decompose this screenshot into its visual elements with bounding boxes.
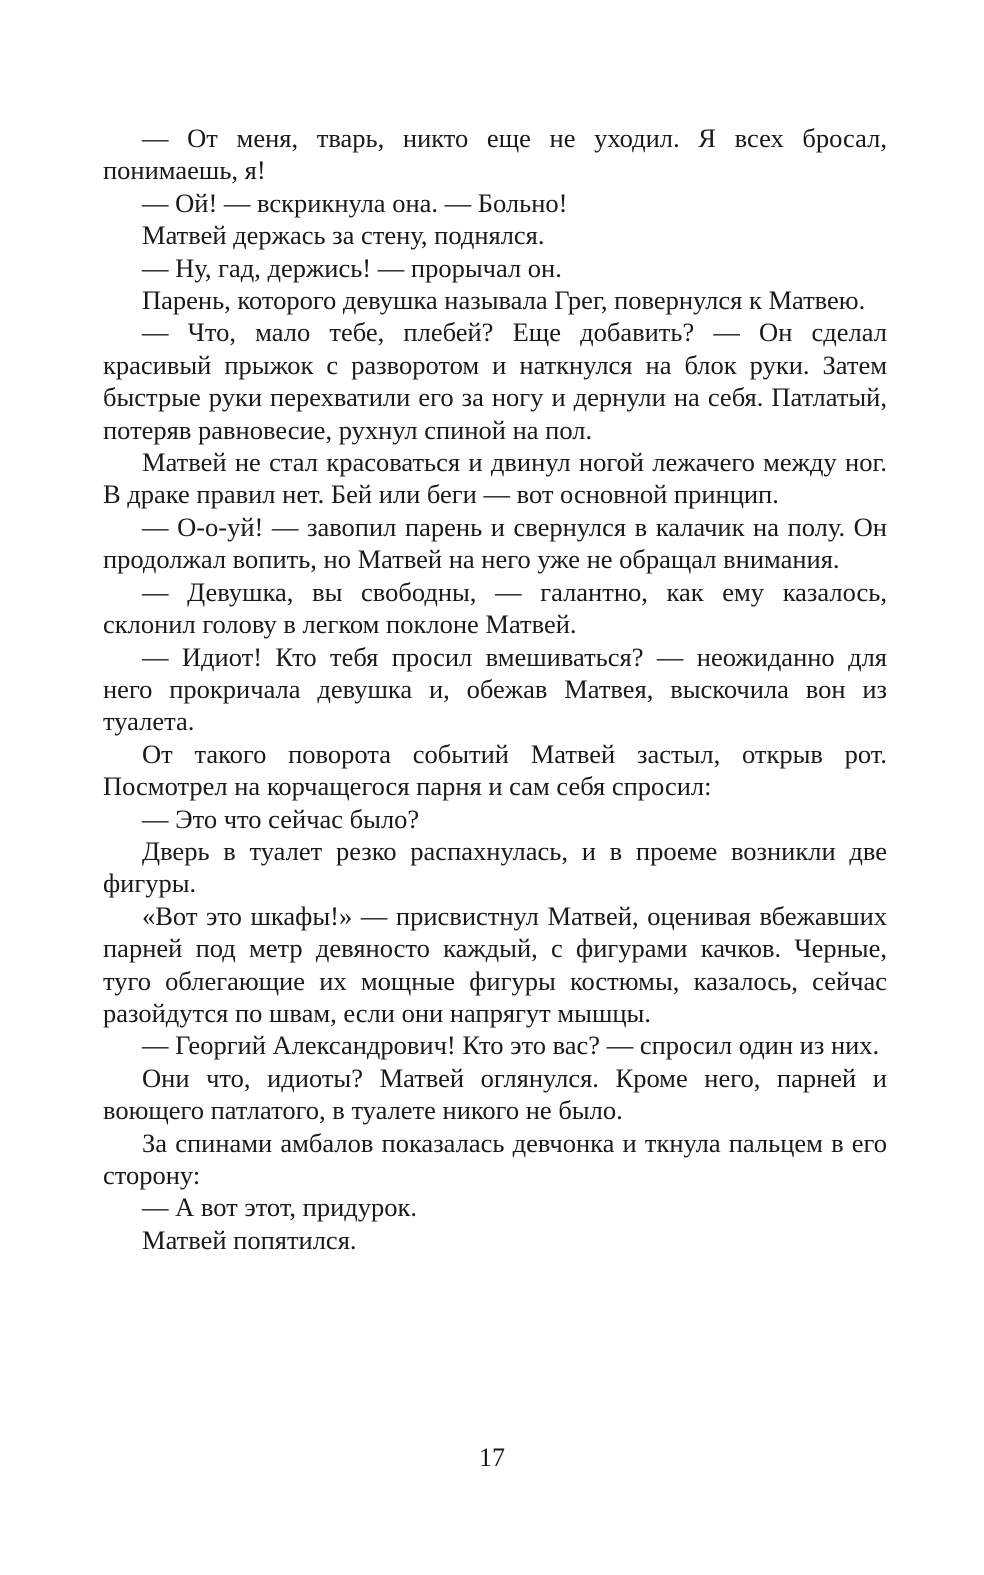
paragraph: — Что, мало тебе, плебей? Еще добавить? — Он сделал красивый прыжок с разворотом и наткнулся на блок руки. Затем быстрые руки перехватили его за ногу и дернули на себя. Патлатый, потеряв равновесие, рухнул спиной на пол. <box>103 317 887 445</box>
paragraph: — Ну, гад, держись! — прорычал он. <box>142 252 562 283</box>
paragraph: — Девушка, вы свободны, — галантно, как ему казалось, склонил голову в легком поклоне Матвей. <box>103 576 887 640</box>
paragraph: От такого поворота событий Матвей застыл, открыв рот. Посмотрел на корчащегося парня и сам себя спросил: <box>103 738 887 802</box>
body-text <box>103 122 887 1256</box>
paragraph: — Идиот! Кто тебя просил вмешиваться? — неожиданно для него прокричала девушка и, обежав Матвея, выскочила вон из туалета. <box>103 641 887 737</box>
paragraph: — О-о-уй! — завопил парень и свернулся в калачик на полу. Он продолжал вопить, но Матвей на него уже не обращал внимания. <box>103 511 887 575</box>
paragraph: — Ой! — вскрикнула она. — Больно! <box>142 187 568 218</box>
paragraph: Дверь в туалет резко распахнулась, и в проеме возникли две фигуры. <box>103 835 887 899</box>
paragraph: — От меня, тварь, никто еще не уходил. Я всех бросал, понимаешь, я! <box>103 123 887 186</box>
paragraph: — Георгий Александрович! Кто это вас? — спросил один из них. <box>142 1030 880 1061</box>
paragraph: «Вот это шкафы!» — присвистнул Матвей, оценивая вбежавших парней под метр девяносто каждый, с фигурами качков. Черные, туго облегающие их мощные фигуры костюмы, казалось, сейчас разойдутся по швам, если они напрягут мышцы. <box>103 900 887 1028</box>
paragraph: — А вот этот, придурок. <box>142 1192 418 1223</box>
paragraph: Матвей попятился. <box>142 1224 357 1255</box>
paragraph: Матвей держась за стену, поднялся. <box>142 220 545 251</box>
paragraph: Они что, идиоты? Матвей оглянулся. Кроме него, парней и воющего патлатого, в туалете никого не было. <box>103 1062 887 1126</box>
paragraph: Матвей не стал красоваться и двинул ногой лежачего между ног. В драке правил нет. Бей или беги — вот основной принцип. <box>103 447 887 510</box>
paragraph: Парень, которого девушка называла Грег, повернулся к Матвею. <box>142 285 866 316</box>
paragraph: За спинами амбалов показалась девчонка и ткнула пальцем в его сторону: <box>103 1127 887 1190</box>
paragraph: — Это что сейчас было? <box>142 803 420 834</box>
page-number: 17 <box>479 1443 505 1472</box>
